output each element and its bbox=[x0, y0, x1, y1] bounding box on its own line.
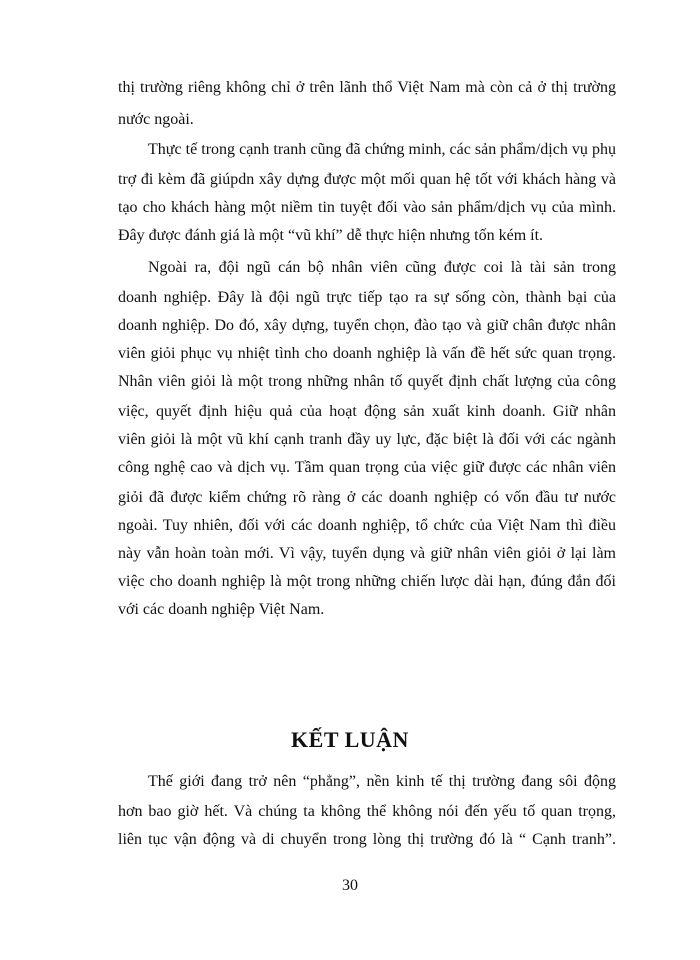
paragraph-3-line-7: viên giỏi là một vũ khí cạnh tranh đầy uy lực, đặc biệt là đối với các ngành bbox=[118, 431, 616, 448]
paragraph-2-line-2: trợ đi kèm đã giúpdn xây dựng được một mối quan hệ tốt với khách hàng và bbox=[118, 171, 616, 188]
paragraph-3-line-4: viên giỏi phục vụ nhiệt tình cho doanh nghiệp là vấn đề hết sức quan trọng. bbox=[118, 345, 616, 362]
paragraph-3-line-13: với các doanh nghiệp Việt Nam. bbox=[118, 601, 325, 618]
paragraph-3-line-6: việc, quyết định hiệu quả của hoạt động sản xuất kinh doanh. Giữ nhân bbox=[118, 403, 616, 420]
paragraph-2-line-1: Thực tế trong cạnh tranh cũng đã chứng minh, các sản phẩm/dịch vụ phụ bbox=[148, 141, 616, 158]
conclusion-heading: KẾT LUẬN bbox=[291, 727, 409, 752]
paragraph-3-line-8: công nghệ cao và dịch vụ. Tầm quan trọng của việc giữ được các nhân viên bbox=[118, 459, 616, 476]
conclusion-line-2: hơn bao giờ hết. Và chúng ta không thể không nói đến yếu tố quan trọng, bbox=[118, 803, 616, 820]
paragraph-3-line-2: doanh nghiệp. Đây là đội ngũ trực tiếp tạo ra sự sống còn, thành bại của bbox=[118, 289, 616, 306]
conclusion-line-1: Thế giới đang trở nên “phẳng”, nền kinh tế thị trường đang sôi động bbox=[148, 773, 616, 790]
paragraph-3-line-1: Ngoài ra, đội ngũ cán bộ nhân viên cũng được coi là tài sản trong bbox=[148, 259, 616, 276]
paragraph-3-line-3: doanh nghiệp. Do đó, xây dựng, tuyển chọn, đào tạo và giữ chân được nhân bbox=[118, 317, 616, 334]
paragraph-3-line-5: Nhân viên giỏi là một trong những nhân tố quyết định chất lượng của công bbox=[118, 373, 616, 390]
paragraph-3-line-11: này vẫn hoàn toàn mới. Vì vậy, tuyển dụng và giữ nhân viên giỏi ở lại làm bbox=[118, 545, 616, 562]
conclusion-line-3: liên tục vận động và di chuyển trong lòng thị trường đó là “ Cạnh tranh”. bbox=[118, 831, 616, 848]
paragraph-1-line-1: thị trường riêng không chỉ ở trên lãnh thổ Việt Nam mà còn cả ở thị trường bbox=[118, 79, 616, 96]
page-number: 30 bbox=[342, 877, 358, 894]
paragraph-2-line-3: tạo cho khách hàng một niềm tin tuyệt đối vào sản phẩm/dịch vụ của mình. bbox=[118, 199, 616, 216]
paragraph-3-line-10: ngoài. Tuy nhiên, đối với các doanh nghiệp, tổ chức của Việt Nam thì điều bbox=[118, 517, 616, 534]
paragraph-3-line-12: việc cho doanh nghiệp là một trong những chiến lược dài hạn, đúng đắn đối bbox=[118, 573, 616, 590]
paragraph-3-line-9: giỏi đã được kiểm chứng rõ ràng ở các doanh nghiệp có vốn đầu tư nước bbox=[118, 489, 616, 506]
paragraph-2-line-4: Đây được đánh giá là một “vũ khí” dễ thực hiện nhưng tốn kém ít. bbox=[118, 227, 544, 244]
paragraph-1-line-2: nước ngoài. bbox=[118, 111, 194, 128]
